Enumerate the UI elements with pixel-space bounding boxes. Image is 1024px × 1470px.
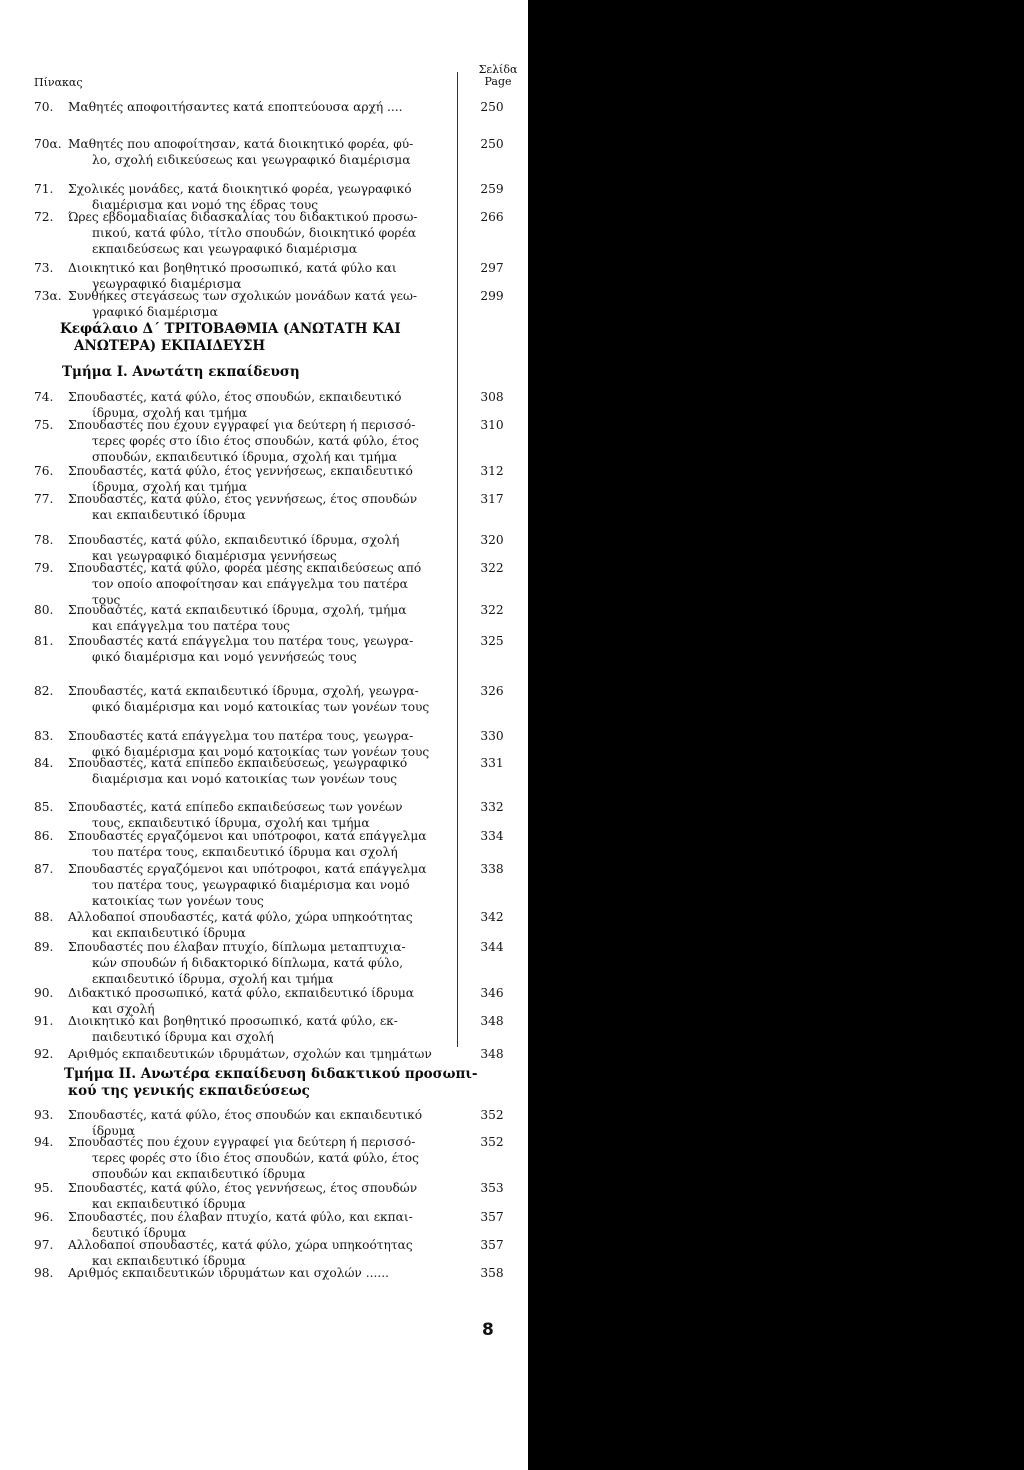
toc-entry-page: 346 [480,986,504,1000]
toc-entry-number: 71. [34,182,54,196]
toc-entry-number: 93. [34,1108,54,1122]
toc-entry-number: 96. [34,1210,54,1224]
toc-entry-title-line: Σπουδαστές, κατά εκπαιδευτικό ίδρυμα, σχολή, γεωγρα- [68,684,419,698]
section-heading-1 [62,364,482,381]
toc-entry-title-line: Αριθμός εκπαιδευτικών ιδρυμάτων, σχολών και τμημάτων [68,1047,432,1061]
chapter-heading-line-1: Κεφάλαιο Δ΄ ΤΡΙΤΟΒΑΘΜΙΑ (ΑΝΩΤΑΤΗ ΚΑΙ [60,321,401,337]
toc-entry-number: 75. [34,418,54,432]
toc-entry-title-line: δευτικό ίδρυμα [92,1226,187,1240]
toc-entry-page: 330 [480,729,504,743]
toc-entry-number: 73α. [34,289,62,303]
toc-entry-title-line: σπουδών και εκπαιδευτικό ίδρυμα [92,1167,306,1181]
toc-entry-number: 97. [34,1238,54,1252]
section-heading-2 [64,1066,484,1100]
toc-entry-page: 342 [480,910,504,924]
toc-entry-title-line: εκπαιδευτικό ίδρυμα, σχολή και τμήμα [92,972,334,986]
toc-entry-number: 90. [34,986,54,1000]
toc-entry-page: 317 [480,492,504,506]
toc-entry-title-line: Σπουδαστές, κατά εκπαιδευτικό ίδρυμα, σχολή, τμήμα [68,603,407,617]
toc-entry-title-line: Σπουδαστές, κατά φύλο, εκπαιδευτικό ίδρυμα, σχολή [68,533,400,547]
toc-entry-title-line: τους [92,593,121,607]
toc-entry-page: 358 [480,1266,504,1280]
table-column-header: Πίνακας [34,76,83,89]
toc-entry-title-line: τους, εκπαιδευτικό ίδρυμα, σχολή και τμήμα [92,816,370,830]
toc-entry-page: 259 [480,182,504,196]
toc-entry-number: 73. [34,261,54,275]
toc-entry-page: 332 [480,800,504,814]
toc-entry-title-line: τερες φορές στο ίδιο έτος σπουδών, κατά φύλο, έτος [92,1151,419,1165]
toc-entry-number: 70. [34,100,54,114]
toc-entry-title-line: Συνθήκες στεγάσεως των σχολικών μονάδων κατά γεω- [68,289,418,303]
toc-entry-number: 72. [34,210,54,224]
toc-entry-number: 86. [34,829,54,843]
toc-entry-page: 312 [480,464,504,478]
page-number: 8 [482,1320,494,1340]
toc-entry-page: 266 [480,210,504,224]
toc-entry-title-line: Σπουδαστές, κατά φύλο, φορέα μέσης εκπαιδεύσεως από [68,561,422,575]
toc-entry-title-line: Σπουδαστές εργαζόμενοι και υπότροφοι, κατά επάγγελμα [68,829,427,843]
toc-entry-title-line: Σπουδαστές που έλαβαν πτυχίο, δίπλωμα μεταπτυχια- [68,940,406,954]
toc-entry-title-line: Αλλοδαποί σπουδαστές, κατά φύλο, χώρα υπηκοότητας [68,910,413,924]
toc-entry-title-line: κατοικίας των γονέων τους [92,894,264,908]
toc-entry-title-line: του πατέρα τους, γεωγραφικό διαμέρισμα και νομό [92,878,410,892]
toc-entry-page: 357 [480,1210,504,1224]
toc-entry-number: 89. [34,940,54,954]
toc-entry-title-line: ίδρυμα, σχολή και τμήμα [92,406,248,420]
section-heading-2-line-2: κού της γενικής εκπαιδεύσεως [68,1083,310,1099]
toc-entry-title-line: γραφικό διαμέρισμα [92,305,218,319]
toc-entry-number: 87. [34,862,54,876]
toc-entry-title-line: και σχολή [92,1002,155,1016]
toc-entry-title-line: Αριθμός εκπαιδευτικών ιδρυμάτων και σχολών ...... [68,1266,389,1280]
toc-entry-page: 353 [480,1181,504,1195]
toc-entry-title-line: Σπουδαστές, κατά φύλο, έτος σπουδών και εκπαιδευτικό [68,1108,423,1122]
toc-entry-title-line: πικού, κατά φύλο, τίτλο σπουδών, διοικητικό φορέα [92,226,417,240]
toc-entry-title-line: Σπουδαστές, κατά επίπεδο εκπαιδεύσεως των γονέων [68,800,403,814]
toc-entry-page: 322 [480,561,504,575]
toc-entry-number: 78. [34,533,54,547]
toc-entry-title-line: Σπουδαστές, κατά φύλο, έτος σπουδών, εκπαιδευτικό [68,390,402,404]
toc-entry-page: 310 [480,418,504,432]
toc-entry-number: 82. [34,684,54,698]
toc-entry-title-line: διαμέρισμα και νομό της έδρας τους [92,198,319,212]
toc-entry-title-line: γεωγραφικό διαμέρισμα [92,277,242,291]
toc-entry-page: 331 [480,756,504,770]
toc-entry-title-line: Σπουδαστές κατά επάγγελμα του πατέρα τους, γεωγρα- [68,729,414,743]
page-column-header-english: Page [484,75,512,88]
toc-entry-title-line: φικό διαμέρισμα και νομό γεννήσεώς τους [92,650,357,664]
toc-entry-number: 76. [34,464,54,478]
toc-entry-page: 338 [480,862,504,876]
toc-entry-title-line: Σπουδαστές που έχουν εγγραφεί για δεύτερη ή περισσό- [68,418,416,432]
toc-entry-page: 320 [480,533,504,547]
page-column-header-greek: Σελίδα [478,63,518,76]
toc-entry-title-line: και επάγγελμα του πατέρα τους [92,619,290,633]
toc-entry-title-line: και γεωγραφικό διαμέρισμα γεννήσεως [92,549,337,563]
toc-entry-title-line: λο, σχολή ειδικεύσεως και γεωγραφικό διαμέρισμα [92,153,411,167]
toc-entry-number: 85. [34,800,54,814]
toc-entry-title-line: Σχολικές μονάδες, κατά διοικητικό φορέα, γεωγραφικό [68,182,412,196]
toc-entry-title-line: Σπουδαστές εργαζόμενοι και υπότροφοι, κατά επάγγελμα [68,862,427,876]
toc-entry-page: 348 [480,1047,504,1061]
toc-entry-page: 308 [480,390,504,404]
toc-entry-title-line: Διοικητικό και βοηθητικό προσωπικό, κατά φύλο και [68,261,397,275]
toc-entry-page: 322 [480,603,504,617]
toc-entry-page: 348 [480,1014,504,1028]
toc-entry-page: 334 [480,829,504,843]
toc-entry-number: 94. [34,1135,54,1149]
toc-entry-number: 92. [34,1047,54,1061]
scan-dark-margin [528,0,1024,1470]
toc-entry-title-line: Ώρες εβδομαδιαίας διδασκαλίας του διδακτικού προσω- [68,210,418,224]
toc-entry-number: 70α. [34,137,62,151]
toc-entry-title-line: Σπουδαστές κατά επάγγελμα του πατέρα τους, γεωγρα- [68,634,414,648]
toc-entry-title-line: Σπουδαστές, κατά φύλο, έτος γεννήσεως, εκπαιδευτικό [68,464,413,478]
toc-entry-title-line: Σπουδαστές που έχουν εγγραφεί για δεύτερη ή περισσό- [68,1135,416,1149]
toc-entry-title-line: Μαθητές αποφοιτήσαντες κατά εποπτεύουσα αρχή .... [68,100,403,114]
toc-entry-title-line: Διοικητικό και βοηθητικό προσωπικό, κατά φύλο, εκ- [68,1014,398,1028]
toc-entry-title-line: φικό διαμέρισμα και νομό κατοικίας των γονέων τους [92,745,430,759]
toc-entry-number: 88. [34,910,54,924]
toc-entry-title-line: και εκπαιδευτικό ίδρυμα [92,926,246,940]
toc-entry-title-line: κών σπουδών ή διδακτορικό δίπλωμα, κατά φύλο, [92,956,404,970]
toc-entry-number: 77. [34,492,54,506]
toc-entry-title-line: ίδρυμα, σχολή και τμήμα [92,480,248,494]
toc-entry-title-line: τον οποίο αποφοίτησαν και επάγγελμα του πατέρα [92,577,408,591]
toc-entry-number: 80. [34,603,54,617]
toc-entry-title-line: Σπουδαστές, κατά επίπεδο εκπαιδεύσεως, γεωγραφικό [68,756,408,770]
toc-entry-title-line: διαμέρισμα και νομό κατοικίας των γονέων τους [92,772,398,786]
toc-entry-title-line: Σπουδαστές, που έλαβαν πτυχίο, κατά φύλο, και εκπαι- [68,1210,413,1224]
chapter-heading [60,321,480,355]
toc-entry-number: 83. [34,729,54,743]
toc-entry-page: 299 [480,289,504,303]
toc-entry-page: 352 [480,1108,504,1122]
toc-entry-title-line: τερες φορές στο ίδιο έτος σπουδών, κατά φύλο, έτος [92,434,419,448]
toc-entry-number: 84. [34,756,54,770]
toc-entry-page: 344 [480,940,504,954]
toc-entry-title-line: Αλλοδαποί σπουδαστές, κατά φύλο, χώρα υπηκοότητας [68,1238,413,1252]
toc-entry-title-line: Σπουδαστές, κατά φύλο, έτος γεννήσεως, έτος σπουδών [68,1181,418,1195]
toc-entry-page: 352 [480,1135,504,1149]
toc-entry-page: 325 [480,634,504,648]
toc-entry-title-line: Διδακτικό προσωπικό, κατά φύλο, εκπαιδευτικό ίδρυμα [68,986,415,1000]
section-heading-1-line-1: Τμήμα Ι. Ανωτάτη εκπαίδευση [62,364,300,380]
toc-entry-title-line: και εκπαιδευτικό ίδρυμα [92,1197,246,1211]
toc-entry-page: 250 [480,100,504,114]
toc-entry-title-line: Μαθητές που αποφοίτησαν, κατά διοικητικό φορέα, φύ- [68,137,414,151]
toc-entry-title-line: και εκπαιδευτικό ίδρυμα [92,1254,246,1268]
chapter-heading-line-2: ΑΝΩΤΕΡΑ) ΕΚΠΑΙΔΕΥΣΗ [74,338,266,354]
page-column-header [470,64,526,88]
toc-entry-number: 81. [34,634,54,648]
toc-entry-title-line: Σπουδαστές, κατά φύλο, έτος γεννήσεως, έτος σπουδών [68,492,418,506]
toc-entry-page: 297 [480,261,504,275]
toc-entry-page: 357 [480,1238,504,1252]
toc-entry-number: 79. [34,561,54,575]
toc-entry-number: 74. [34,390,54,404]
toc-entry-title-line: και εκπαιδευτικό ίδρυμα [92,508,246,522]
toc-entry-title-line: φικό διαμέρισμα και νομό κατοικίας των γονέων τους [92,700,430,714]
toc-entry-title-line: εκπαιδεύσεως και γεωγραφικό διαμέρισμα [92,242,358,256]
toc-entry-title-line: σπουδών, εκπαιδευτικό ίδρυμα, σχολή και τμήμα [92,450,398,464]
toc-entry-page: 326 [480,684,504,698]
toc-entry-page: 250 [480,137,504,151]
toc-entry-number: 95. [34,1181,54,1195]
toc-entry-title-line: παιδευτικό ίδρυμα και σχολή [92,1030,274,1044]
toc-entry-number: 98. [34,1266,54,1280]
toc-entry-title-line: ίδρυμα [92,1124,135,1138]
section-heading-2-line-1: Τμήμα ΙΙ. Ανωτέρα εκπαίδευση διδακτικού προσωπι- [64,1066,478,1082]
toc-entry-title-line: του πατέρα τους, εκπαιδευτικό ίδρυμα και σχολή [92,845,398,859]
toc-entry-number: 91. [34,1014,54,1028]
